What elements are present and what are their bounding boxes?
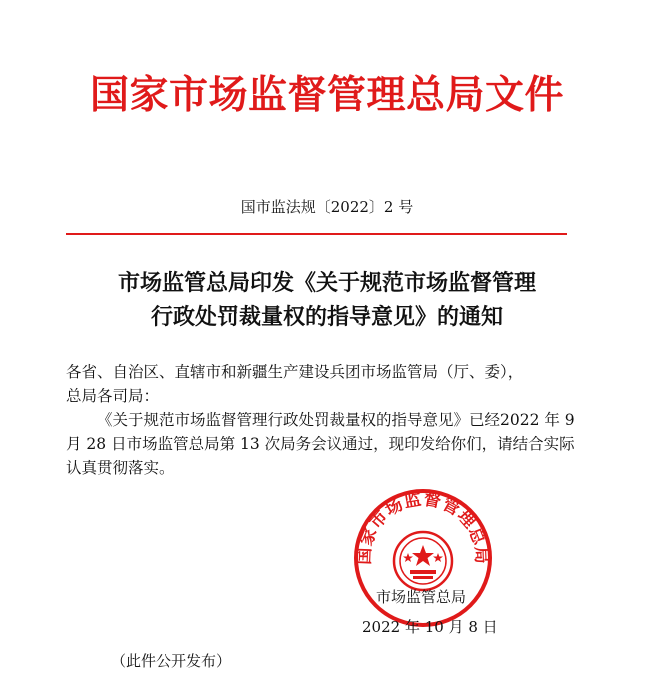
issue-date: 2022 年 10 月 8 日 [362, 618, 498, 636]
document-number: 国市监法规〔2022〕2 号 [240, 198, 414, 216]
issuer-signature: 市场监管总局 [376, 588, 467, 606]
document-header-title: 国家市场监督管理总局文件 [89, 73, 564, 118]
notice-title-line-1: 市场监管总局印发《关于规范市场监督管理 [117, 270, 536, 296]
notice-title-line-2: 行政处罚裁量权的指导意见》的通知 [150, 304, 503, 330]
recipients-line: 各省、自治区、直辖市和新疆生产建设兵团市场监管局（厅、委）， [66, 363, 524, 381]
publication-note: （此件公开发布） [111, 652, 232, 670]
notice-body [66, 360, 590, 480]
national-emblem-icon [394, 532, 452, 590]
body-paragraph: 《关于规范市场监督管理行政处罚裁量权的指导意见》已经2022 年 9 月 28 日市场监管总局第 13 次局务会议通过，现印发给你们，请结合实际认真贯彻落实。 [66, 411, 575, 477]
seal-arc-text: 国家市场监督管理总局 [354, 489, 492, 566]
recipients-line-cont: 总局各司局： [66, 387, 160, 405]
red-separator-line [66, 233, 567, 235]
notice-title [60, 266, 594, 334]
